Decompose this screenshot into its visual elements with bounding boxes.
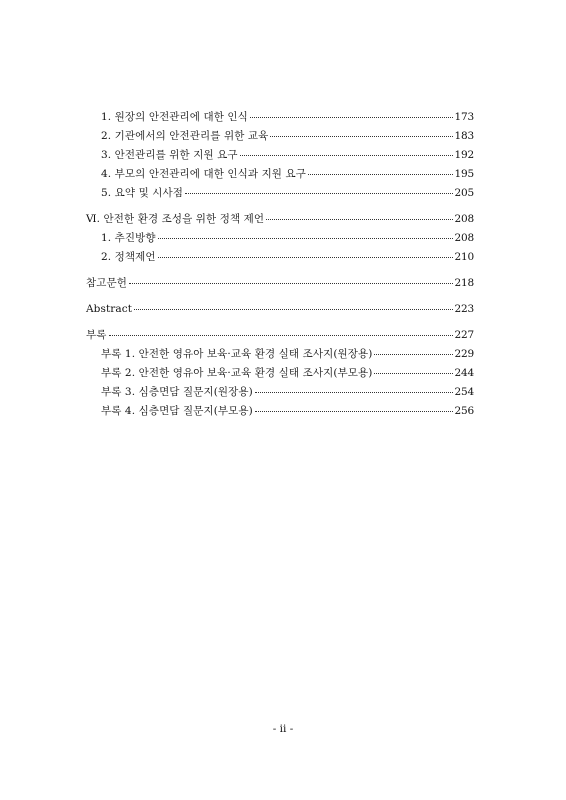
table-of-contents (86, 108, 474, 421)
toc-entry-page: 195 (454, 168, 474, 180)
toc-entry-chapter-6-section-1[interactable] (86, 229, 474, 248)
toc-entry-label: 3. 안전관리를 위한 지원 요구 (101, 149, 238, 161)
toc-entry-section-4[interactable] (86, 165, 474, 184)
dot-leader (270, 130, 452, 137)
dot-leader (109, 329, 453, 336)
dot-leader (374, 367, 452, 374)
toc-entry-label: 2. 기관에서의 안전관리를 위한 교육 (101, 130, 269, 142)
dot-leader (255, 386, 453, 393)
toc-entry-appendix-3[interactable] (86, 383, 474, 402)
toc-entry-appendix[interactable] (86, 326, 474, 345)
toc-entry-page: 183 (454, 130, 474, 142)
toc-entry-label: 부록 1. 안전한 영유아 보육·교육 환경 실태 조사지(원장용) (101, 348, 373, 360)
dot-leader (374, 348, 452, 355)
toc-entry-label: 2. 정책제언 (101, 251, 156, 263)
toc-entry-label: 부록 2. 안전한 영유아 보육·교육 환경 실태 조사지(부모용) (101, 367, 373, 379)
dot-leader (250, 111, 453, 118)
toc-entry-section-1[interactable] (86, 108, 474, 127)
dot-leader (129, 277, 453, 284)
dot-leader (158, 251, 453, 258)
toc-entry-page: 192 (454, 149, 474, 161)
toc-entry-abstract[interactable] (86, 300, 474, 319)
toc-entry-label: 참고문헌 (86, 277, 127, 289)
toc-entry-page: 229 (454, 348, 474, 360)
toc-entry-chapter-6-section-2[interactable] (86, 248, 474, 267)
toc-entry-label: 1. 추진방향 (101, 232, 156, 244)
toc-entry-page: 173 (454, 111, 474, 123)
toc-entry-appendix-2[interactable] (86, 364, 474, 383)
dot-leader (266, 213, 452, 220)
dot-leader (240, 149, 453, 156)
toc-entry-page: 205 (454, 187, 474, 199)
toc-entry-references[interactable] (86, 274, 474, 293)
toc-entry-label: 부록 4. 심층면담 질문지(부모용) (101, 405, 253, 417)
toc-entry-label: 5. 요약 및 시사점 (101, 187, 183, 199)
toc-entry-page: 223 (454, 303, 474, 315)
toc-entry-label: Ⅵ. 안전한 환경 조성을 위한 정책 제언 (86, 213, 265, 225)
toc-entry-label: Abstract (86, 303, 133, 315)
dot-leader (134, 303, 452, 310)
toc-entry-section-5[interactable] (86, 184, 474, 203)
toc-entry-label: 1. 원장의 안전관리에 대한 인식 (101, 111, 248, 123)
dot-leader (158, 232, 453, 239)
dot-leader (308, 168, 453, 175)
dot-leader (185, 187, 453, 194)
toc-entry-page: 208 (454, 232, 474, 244)
toc-entry-page: 210 (454, 251, 474, 263)
toc-entry-page: 227 (454, 329, 474, 341)
toc-entry-label: 부록 3. 심층면담 질문지(원장용) (101, 386, 253, 398)
dot-leader (255, 405, 453, 412)
toc-entry-page: 244 (454, 367, 474, 379)
toc-entry-page: 218 (454, 277, 474, 289)
toc-entry-label: 4. 부모의 안전관리에 대한 인식과 지원 요구 (101, 168, 306, 180)
page-number: - ii - (272, 723, 294, 735)
toc-entry-page: 254 (454, 386, 474, 398)
toc-entry-page: 256 (454, 405, 474, 417)
toc-entry-label: 부록 (86, 329, 107, 341)
toc-entry-chapter-6[interactable] (86, 210, 474, 229)
toc-entry-appendix-1[interactable] (86, 345, 474, 364)
toc-entry-appendix-4[interactable] (86, 402, 474, 421)
toc-entry-section-2[interactable] (86, 127, 474, 146)
toc-entry-page: 208 (454, 213, 474, 225)
toc-entry-section-3[interactable] (86, 146, 474, 165)
